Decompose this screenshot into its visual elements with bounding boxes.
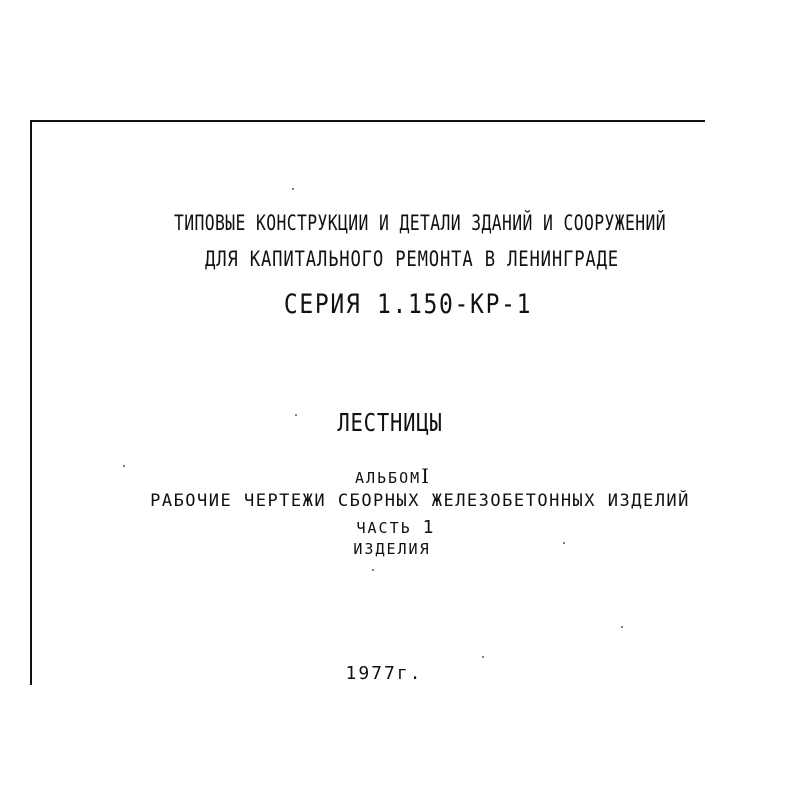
scan-speck xyxy=(123,465,125,467)
scan-speck xyxy=(563,542,565,544)
scan-speck xyxy=(292,188,294,190)
header-line-1: ТИПОВЫЕ КОНСТРУКЦИИ И ДЕТАЛИ ЗДАНИЙ И СООРУЖЕНИЙ xyxy=(173,211,667,235)
album-title: РАБОЧИЕ ЧЕРТЕЖИ СБОРНЫХ ЖЕЛЕЗОБЕТОННЫХ ИЗДЕЛИЙ xyxy=(150,491,690,511)
album-heading xyxy=(0,466,792,486)
scan-speck xyxy=(295,414,297,416)
scan-speck xyxy=(482,656,484,658)
frame-left-border xyxy=(30,120,32,685)
frame-top-border xyxy=(30,120,705,122)
document-subject: ЛЕСТНИЦЫ xyxy=(337,408,443,437)
part-number: 1 xyxy=(422,517,434,538)
part-label: ЧАСТЬ xyxy=(356,519,412,537)
header-line-2: ДЛЯ КАПИТАЛЬНОГО РЕМОНТА В ЛЕНИНГРАДЕ xyxy=(205,247,619,271)
publication-year: 1977г. xyxy=(345,663,423,684)
album-label: АЛЬБОМ xyxy=(354,469,422,487)
scan-speck xyxy=(621,626,623,628)
series-designation: СЕРИЯ 1.150-КР-1 xyxy=(283,289,533,320)
part-heading xyxy=(0,519,795,537)
album-number: I xyxy=(421,464,430,488)
scan-speck xyxy=(372,569,374,571)
items-label: ИЗДЕЛИЯ xyxy=(353,540,431,558)
